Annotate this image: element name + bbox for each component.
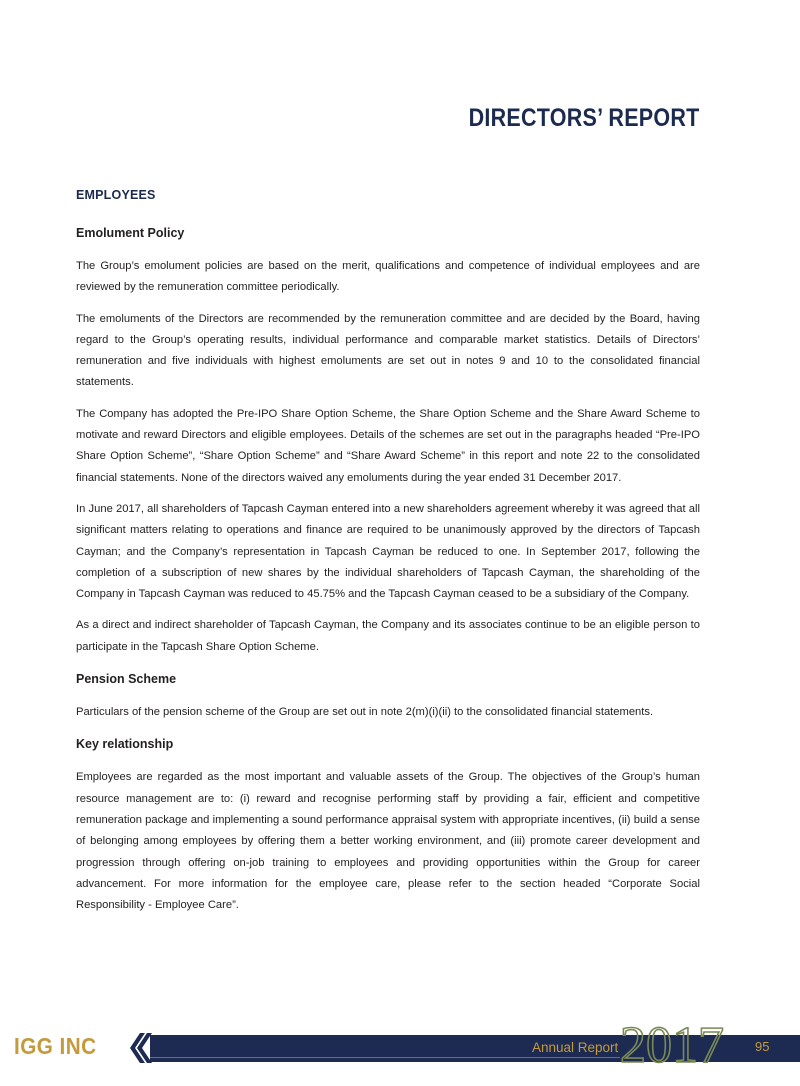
subheading-key-relationship: Key relationship	[76, 737, 174, 752]
footer-divider	[150, 1057, 620, 1058]
subheading-emolument-policy: Emolument Policy	[76, 226, 185, 240]
paragraph-emolument-5: As a direct and indirect shareholder of Tapcash Cayman, the Company and its associates continue to be an eligible person to participate in the Tapcash Share Option Scheme.	[76, 619, 700, 653]
subheading-pension-scheme: Pension Scheme	[76, 672, 177, 687]
main-content	[76, 188, 700, 926]
company-logo: IGG INC	[14, 1033, 97, 1059]
paragraph-emolument-1: The Group’s emolument policies are based on the merit, qualifications and competence of individual employees and are reviewed by the remuneration committee periodically.	[76, 260, 700, 294]
page-title: DIRECTORS’ REPORT	[469, 104, 700, 132]
annual-report-label: Annual Report	[532, 1040, 619, 1055]
year-2017-logo	[620, 1020, 750, 1066]
page-number: 95	[755, 1039, 770, 1054]
section-heading-employees: EMPLOYEES	[76, 188, 156, 202]
double-chevron-left-icon	[126, 1031, 152, 1065]
paragraph-emolument-2: The emoluments of the Directors are recommended by the remuneration committee and are decided by the Board, having regard to the Group’s operating results, individual performance and comparable market statistics. Details of Directors’ remuneration and five individuals with highest emoluments are set out in notes 9 and 10 to the consolidated financial statements.	[76, 312, 700, 389]
paragraph-pension: Particulars of the pension scheme of the Group are set out in note 2(m)(i)(ii) to the consolidated financial statements.	[76, 706, 654, 719]
paragraph-emolument-3: The Company has adopted the Pre-IPO Share Option Scheme, the Share Option Scheme and the Share Award Scheme to motivate and reward Directors and eligible employees. Details of the schemes are set out in the paragraphs headed “Pre-IPO Share Option Scheme”, “Share Option Scheme” and “Share Award Scheme” in this report and note 22 to the consolidated financial statements. None of the directors waived any emoluments during the year ended 31 December 2017.	[76, 407, 700, 484]
year-text: 2017	[620, 1020, 724, 1066]
paragraph-emolument-4: In June 2017, all shareholders of Tapcash Cayman entered into a new shareholders agreement whereby it was agreed that all significant matters relating to operations and finance are required to be unanimously approved by the directors of Tapcash Cayman; and the Company’s representation in Tapcash Cayman be reduced to one. In September 2017, following the completion of a subscription of new shares by the individual shareholders of Tapcash Cayman, the shareholding of the Company in Tapcash Cayman was reduced to 45.75% and the Tapcash Cayman ceased to be a subsidiary of the Company.	[76, 502, 700, 601]
paragraph-key-relationship: Employees are regarded as the most important and valuable assets of the Group. The objectives of the Group’s human resource management are to: (i) reward and recognise performing staff by providing a fair, efficient and competitive remuneration package and implementing a sound performance appraisal system with appropriate incentives, (ii) build a sense of belonging among employees by offering them a better working environment, and (iii) promote career development and progression through offering on-job training to employees and providing opportunities within the Group for career advancement. For more information for the employee care, please refer to the section headed “Corporate Social Responsibility - Employee Care”.	[76, 771, 700, 912]
page-footer	[0, 1020, 800, 1086]
